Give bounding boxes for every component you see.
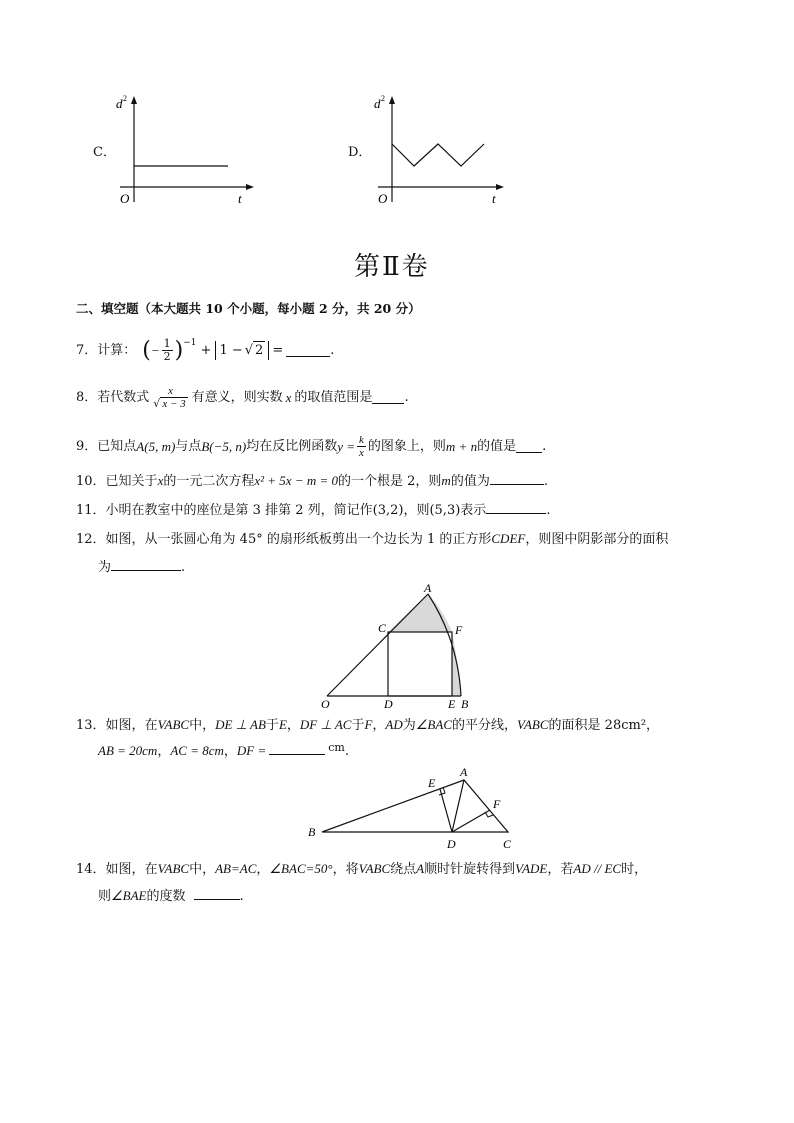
q14-c1: AB=AC	[215, 861, 257, 876]
q9-fy: y =	[337, 438, 355, 454]
fig12-label-d: D	[384, 697, 393, 710]
q7-frac-num: 1	[163, 337, 171, 350]
q12-line1: 如图，从一张圆心角为 45° 的扇形纸板剪出一个边长为 1 的正方形	[105, 532, 492, 547]
q13-t8: 的平分线，	[452, 718, 518, 733]
q11-t1: 小明在教室中的座位是第 3 排第 2 列，简记作	[105, 503, 373, 518]
q11-t2: ，则	[403, 503, 430, 518]
option-c-label: C．	[93, 145, 116, 160]
fig12-label-f: F	[455, 623, 463, 637]
q7-absolute: 1 − √ 2	[215, 341, 269, 360]
q12-answer-blank[interactable]	[111, 558, 181, 571]
q9-point-a: A(5, m)	[136, 438, 176, 454]
graph-d-ylabel: d	[374, 96, 381, 111]
figure-12	[318, 580, 478, 710]
q7-frac-den: 2	[163, 350, 171, 363]
q9-expr: m + n	[445, 438, 478, 454]
question-12	[76, 530, 668, 549]
q8-prefix: 若代数式	[97, 389, 150, 405]
q11-number: 11．	[76, 503, 106, 518]
q12-line1b: ，则图中阴影部分的面积	[525, 532, 669, 547]
q7-answer-blank[interactable]	[286, 344, 330, 357]
q13-end: .	[344, 744, 349, 759]
question-14	[76, 860, 647, 879]
q13-ad: AD	[385, 717, 403, 732]
fig13-label-d: D	[447, 837, 456, 851]
graph-d-line	[392, 144, 484, 166]
q14-c3: AD // EC	[573, 861, 622, 876]
q11-p1: (3,2)	[372, 503, 404, 518]
figure-13	[302, 764, 522, 856]
q13-tri: VABC	[157, 717, 190, 732]
q8-suffix: 有意义，则实数	[191, 389, 283, 405]
q10-var: x	[157, 473, 164, 488]
q12-end: .	[181, 560, 186, 575]
fig12-label-b: B	[461, 697, 469, 710]
q14-number: 14．	[76, 862, 106, 877]
q7-abs-left: 1 −	[219, 342, 243, 358]
q7-left-paren: (	[142, 337, 151, 363]
q13-answer-blank[interactable]	[269, 742, 325, 755]
q9-t5: 的值是	[477, 438, 517, 454]
q13-t6: ，	[372, 718, 386, 733]
q13-c2: DF ⊥ AC	[299, 717, 352, 732]
q10-t2: 的一元二次方程	[163, 474, 255, 489]
graph-d-xlabel: t	[492, 191, 496, 206]
q14-line2: 则	[98, 889, 112, 904]
q13-t5: 于	[351, 718, 365, 733]
option-d-label: D．	[348, 145, 372, 160]
q7-exponent: −1	[183, 337, 197, 348]
q13-t9: 的面积是 28cm²，	[548, 718, 660, 733]
question-11	[76, 501, 550, 520]
q14-tri: VABC	[157, 861, 190, 876]
q9-answer-blank[interactable]	[516, 440, 542, 453]
q11-t3: 表示	[460, 503, 487, 518]
q14-t5: 绕点	[390, 862, 417, 877]
graph-c	[110, 92, 260, 212]
q12-square: CDEF	[491, 531, 526, 546]
q14-t7: ，若	[547, 862, 574, 877]
question-10	[76, 472, 548, 491]
q9-fraction	[357, 434, 366, 459]
q14-line2b: 的度数	[146, 889, 186, 904]
graph-d-ysup: 2	[381, 94, 385, 103]
q9-t4: 的图象上，则	[367, 438, 446, 454]
q13-tri2: VABC	[517, 717, 549, 732]
q8-number: 8．	[76, 389, 98, 405]
q7-plus: +	[200, 342, 212, 358]
q14-angle: ∠BAE	[111, 888, 147, 903]
q10-t3: 的一个根是 2，则	[338, 474, 442, 489]
graph-d-origin: O	[378, 191, 388, 206]
q14-end: .	[239, 889, 244, 904]
q14-t6: 顺时针旋转得到	[424, 862, 516, 877]
q8-frac-num: x	[168, 385, 173, 397]
graph-d	[368, 92, 518, 212]
question-9	[76, 434, 546, 459]
q13-unit: cm	[328, 741, 345, 754]
q8-fraction: $\frac{x}{√ x - 3}$	[153, 385, 186, 410]
q13-ab: AB = 20cm	[98, 743, 158, 758]
q10-end: .	[543, 474, 548, 489]
q10-t1: 已知关于	[105, 474, 158, 489]
q7-end: .	[330, 342, 335, 358]
question-14-line2	[98, 887, 244, 906]
q8-suffix2: 的取值范围是	[294, 389, 373, 405]
q14-t2: 中，	[189, 862, 216, 877]
q13-c1: DE ⊥ AB	[215, 717, 266, 732]
fig13-label-c: C	[503, 837, 512, 851]
q8-end: .	[404, 389, 409, 405]
q13-comma2: ，	[223, 744, 237, 759]
fig13-label-e: E	[428, 776, 436, 790]
q14-t1: 如图，在	[105, 862, 158, 877]
q11-end: .	[546, 503, 551, 518]
graph-c-ysup: 2	[123, 94, 127, 103]
q13-df: DF =	[236, 743, 267, 758]
q13-t7: 为	[402, 718, 416, 733]
fig12-label-e: E	[448, 697, 456, 710]
q9-t3: 均在反比例函数	[246, 438, 338, 454]
q13-t4: ，	[286, 718, 300, 733]
fig13-label-b: B	[308, 825, 316, 839]
question-7	[76, 338, 334, 363]
q13-e: E	[278, 717, 287, 732]
q8-var: x	[285, 389, 292, 405]
q13-angle: ∠BAC	[415, 717, 452, 732]
q7-minus: −	[150, 342, 160, 358]
q7-equals: =	[272, 342, 284, 358]
section-heading: 二、填空题（本大题共 10 个小题，每小题 2 分，共 20 分）	[76, 301, 421, 316]
q14-tri2: VABC	[358, 861, 391, 876]
q13-t2: 中，	[189, 718, 216, 733]
fig12-shade-top	[388, 594, 452, 632]
q8-frac-den: x − 3	[162, 398, 186, 410]
q11-p2: (5,3)	[429, 503, 461, 518]
q13-comma: ，	[157, 744, 171, 759]
q14-answer-blank[interactable]	[194, 887, 240, 900]
q10-number: 10．	[76, 474, 106, 489]
q7-sqrt-arg: 2	[255, 343, 264, 358]
graph-c-xlabel: t	[238, 191, 242, 206]
q9-end: .	[542, 438, 547, 454]
q10-var2: m	[441, 473, 451, 488]
q9-point-b: B(−5, n)	[201, 438, 247, 454]
q14-t8: 时，	[621, 862, 648, 877]
q12-number: 12．	[76, 532, 106, 547]
q14-tri3: VADE	[515, 861, 548, 876]
q11-answer-blank[interactable]	[486, 501, 546, 514]
q9-frac-k: k	[359, 434, 364, 446]
q13-t3: 于	[265, 718, 279, 733]
q7-right-paren: )	[174, 337, 184, 363]
question-12-line2	[98, 558, 185, 577]
graph-c-ylabel: d	[116, 96, 123, 111]
q7-number: 7．	[76, 342, 98, 358]
q10-answer-blank[interactable]	[490, 472, 544, 485]
fig12-label-c: C	[378, 621, 387, 635]
part-title: 第Ⅱ卷	[354, 252, 430, 282]
q13-number: 13．	[76, 718, 106, 733]
graph-c-origin: O	[120, 191, 130, 206]
fig13-triangle	[322, 780, 508, 832]
question-8	[76, 385, 409, 410]
question-13-line2	[98, 742, 349, 761]
q14-t4: ，将	[332, 862, 359, 877]
q9-frac-x: x	[359, 447, 364, 459]
q10-t4: 的值为	[450, 474, 490, 489]
q8-answer-blank[interactable]	[372, 391, 404, 404]
q13-ac: AC = 8cm	[170, 743, 224, 758]
q13-t1: 如图，在	[105, 718, 158, 733]
q10-equation: x² + 5x − m = 0	[254, 473, 339, 488]
fig12-label-o: O	[321, 697, 330, 710]
fig12-label-a: A	[424, 581, 432, 595]
q13-f: F	[364, 717, 373, 732]
q7-prefix: 计算：	[97, 342, 137, 358]
q9-t2: 与点	[175, 438, 202, 454]
fig12-square	[388, 632, 452, 696]
q7-fraction	[162, 338, 173, 363]
q14-a: A	[416, 861, 425, 876]
q9-t1: 已知点	[97, 438, 137, 454]
q9-number: 9．	[76, 438, 98, 454]
q14-c2: ∠BAC=50°	[269, 861, 333, 876]
fig13-label-a: A	[460, 765, 468, 779]
fig13-label-f: F	[493, 797, 501, 811]
q12-line2: 为	[98, 560, 112, 575]
question-13	[76, 716, 659, 735]
q14-t3: ，	[256, 862, 270, 877]
